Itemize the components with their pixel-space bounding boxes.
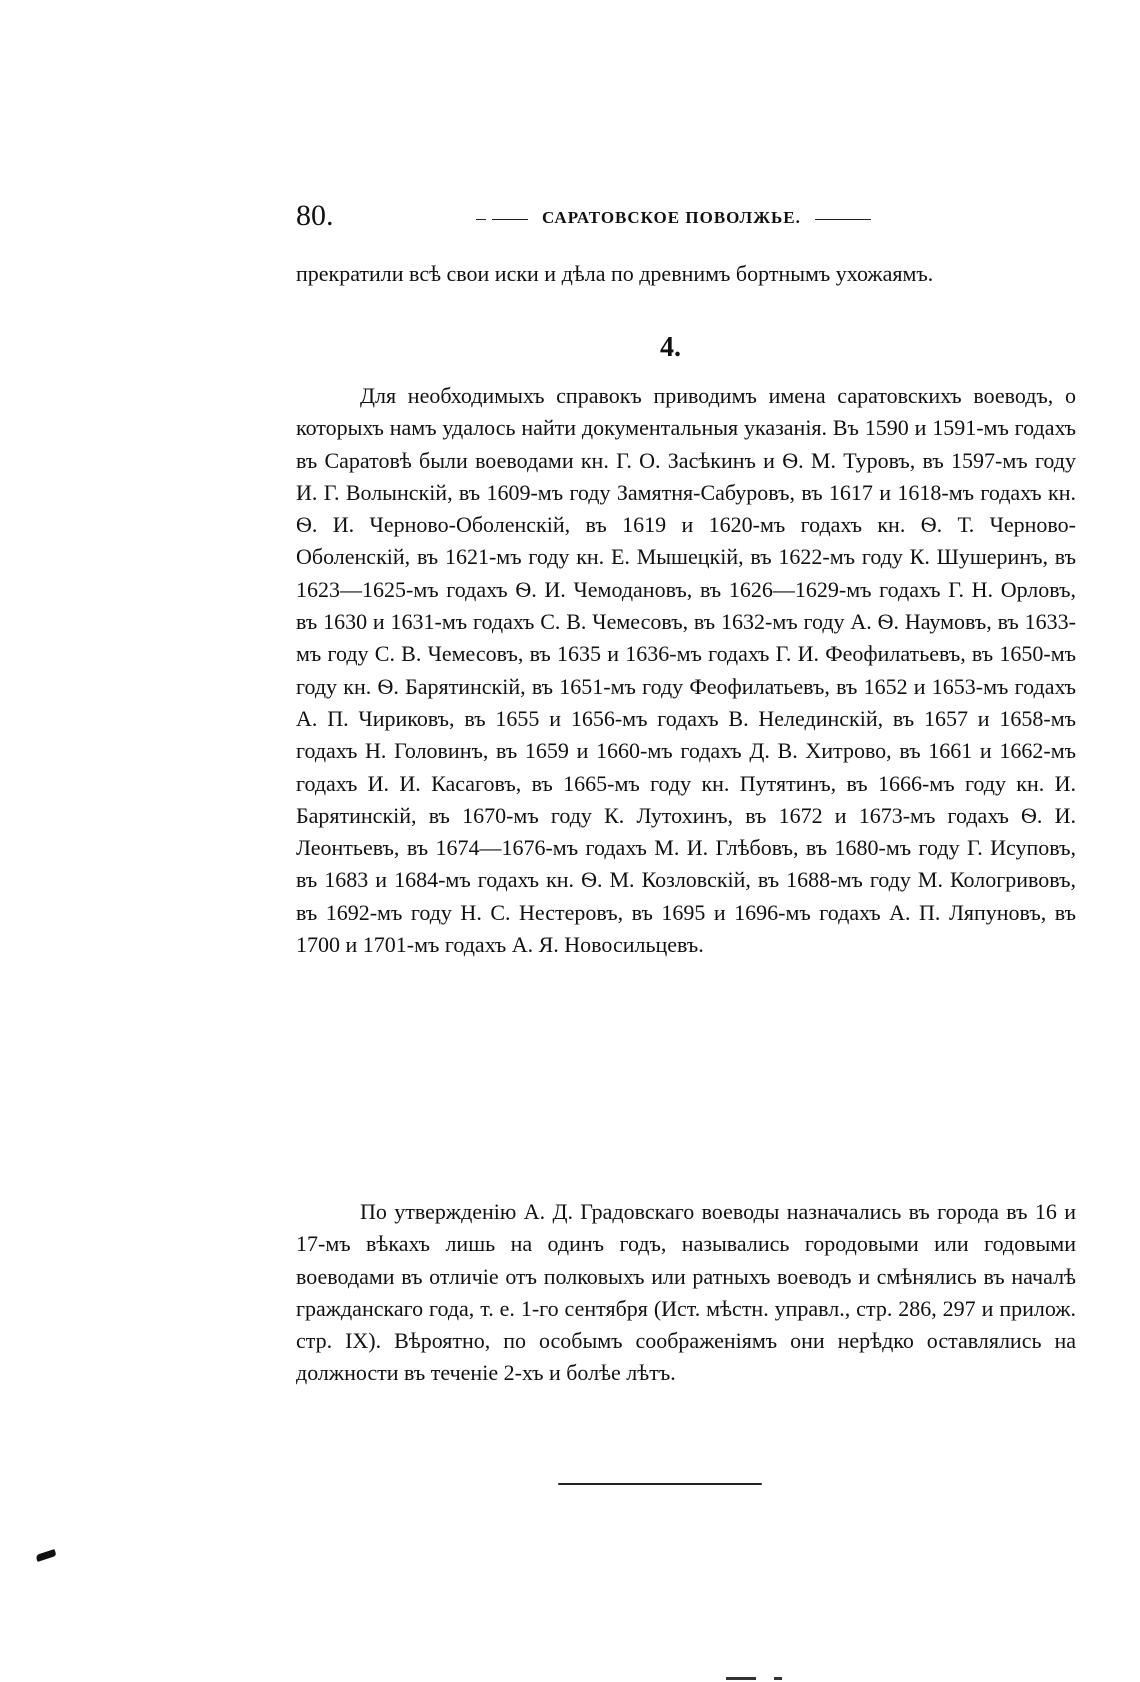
page-header xyxy=(296,198,1076,238)
end-rule xyxy=(558,1483,762,1485)
title-dash-right xyxy=(815,219,871,220)
title-dash-left xyxy=(492,219,528,220)
lead-paragraph: прекратили всѣ свои иски и дѣла по древнимъ бортнымъ ухожаямъ. xyxy=(296,261,934,286)
paragraph-gradovsky: По утвержденію А. Д. Градовскаго воеводы назначались въ города въ 16 и 17-мъ вѣкахъ лишь на одинъ годъ, назывались городовыми или годовыми воеводами въ отличіе отъ полковыхъ или ратныхъ воеводъ и смѣнялись въ началѣ гражданскаго года, т. е. 1-го сентября (Ист. мѣстн. управл., стр. 286, 297 и прилож. стр. IX). Вѣроятно, по особымъ соображеніямъ они нерѣдко оставлялись на должности въ теченіе 2-хъ и болѣе лѣтъ. xyxy=(296,1199,1076,1386)
running-title: САРАТОВСКОЕ ПОВОЛЖЬЕ. xyxy=(542,208,801,227)
footer-scan-mark-small xyxy=(774,1677,782,1680)
footer-scan-mark xyxy=(726,1677,756,1680)
paragraph-voevodas-list: Для необходимыхъ справокъ приводимъ имена саратовскихъ воеводъ, о которыхъ намъ удалось найти документальныя указанія. Въ 1590 и 1591-мъ годахъ въ Саратовѣ были воеводами кн. Г. О. Засѣкинъ и Ѳ. М. Туровъ, въ 1597-мъ году И. Г. Волынскій, въ 1609-мъ году Замятня-Сабуровъ, въ 1617 и 1618-мъ годахъ кн. Ѳ. И. Черново-Оболенскій, въ 1619 и 1620-мъ годахъ кн. Ѳ. Т. Черново-Оболенскій, въ 1621-мъ году кн. Е. Мышецкій, въ 1622-мъ году К. Шушеринъ, въ 1623—1625-мъ годахъ Ѳ. И. Чемодановъ, въ 1626—1629-мъ годахъ Г. Н. Орловъ, въ 1630 и 1631-мъ годахъ С. В. Чемесовъ, въ 1632-мъ году А. Ѳ. Наумовъ, въ 1633-мъ году С. В. Чемесовъ, въ 1635 и 1636-мъ годахъ Г. И. Феофилатьевъ, въ 1650-мъ году кн. Ѳ. Барятинскій, въ 1651-мъ году Феофилатьевъ, въ 1652 и 1653-мъ годахъ А. П. Чириковъ, въ 1655 и 1656-мъ годахъ В. Нелединскій, въ 1657 и 1658-мъ годахъ Н. Головинъ, въ 1659 и 1660-мъ годахъ Д. В. Хитрово, въ 1661 и 1662-мъ годахъ И. И. Касаговъ, въ 1665-мъ году кн. Путятинъ, въ 1666-мъ году кн. И. Барятинскій, въ 1670-мъ году К. Лутохинъ, въ 1672 и 1673-мъ годахъ Ѳ. И. Леонтьевъ, въ 1674—1676-мъ годахъ М. И. Глѣбовъ, въ 1680-мъ году Г. Исуповъ, въ 1683 и 1684-мъ годахъ кн. Ѳ. М. Козловскій, въ 1688-мъ году М. Кологривовъ, въ 1692-мъ году Н. С. Нестеровъ, въ 1695 и 1696-мъ годахъ А. П. Ляпуновъ, въ 1700 и 1701-мъ годахъ А. Я. Новосильцевъ. xyxy=(296,383,1076,958)
ink-blot-mark xyxy=(35,1549,56,1562)
running-title-wrap xyxy=(476,206,871,230)
title-dash-left-short xyxy=(476,219,486,220)
page-number: 80. xyxy=(296,199,334,232)
section-number: 4. xyxy=(660,332,681,363)
